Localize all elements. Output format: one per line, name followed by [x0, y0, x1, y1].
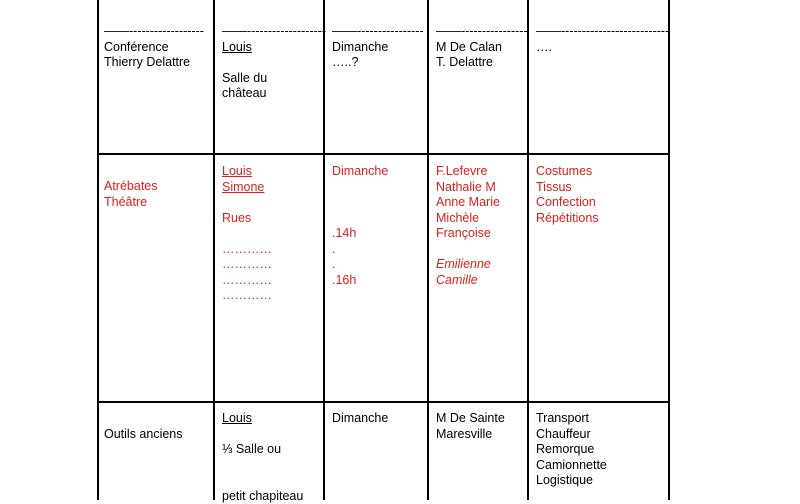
row1-participants-cell — [436, 24, 528, 71]
row3-note-3: Remorque — [536, 442, 607, 458]
row3-place-line2: petit chapiteau — [222, 489, 303, 504]
row2-time-4: .16h — [332, 273, 388, 289]
row3-note-4: Camionnette — [536, 458, 607, 474]
row2-dots-2: ………… — [222, 257, 272, 273]
row3-participants-cell — [436, 411, 505, 442]
row2-responsable-name-1: Louis — [222, 164, 252, 178]
row2-time-2: . — [332, 242, 388, 258]
row2-date-day: Dimanche — [332, 164, 388, 180]
row2-activity-line2: Théâtre — [104, 195, 158, 211]
row2-participant-2: Nathalie M — [436, 180, 500, 196]
row3-date-cell — [332, 411, 388, 427]
row1-date-rule: ——---------------- — [332, 24, 424, 40]
row2-dots-1: ………… — [222, 242, 272, 258]
row3-participant-1: M De Sainte — [436, 411, 505, 427]
row3-note-1: Transport — [536, 411, 607, 427]
row3-note-5: Logistique — [536, 473, 607, 489]
row1-notes-text: …. — [536, 40, 669, 56]
row3-date-day: Dimanche — [332, 411, 388, 427]
row2-note-3: Confection — [536, 195, 599, 211]
row1-date-day: Dimanche — [332, 40, 424, 56]
row1-responsable-cell — [222, 24, 326, 102]
table-border-right — [668, 0, 670, 500]
row3-notes-cell — [536, 411, 607, 489]
row1-participants-rule: ——---------------- — [436, 24, 528, 40]
row1-activity-line2: Thierry Delattre — [104, 55, 204, 71]
row1-date-time: …..? — [332, 55, 424, 71]
row2-time-1: .14h — [332, 226, 388, 242]
row2-responsable-name-2: Simone — [222, 180, 264, 194]
row2-activity-cell — [104, 179, 158, 210]
row1-activity-line1: Conférence — [104, 40, 204, 56]
row1-participant-2: T. Delattre — [436, 55, 528, 71]
row2-participant-italic-2: Camille — [436, 273, 500, 289]
row3-responsable-cell — [222, 411, 303, 504]
row-divider-1 — [97, 153, 670, 155]
column-divider-1 — [213, 0, 215, 500]
row3-participant-2: Maresville — [436, 427, 505, 443]
row2-responsable-cell — [222, 164, 272, 304]
row2-dots-4: ………… — [222, 288, 272, 304]
row2-activity-line1: Atrébates — [104, 179, 158, 195]
row2-participant-italic-1: Emilienne — [436, 257, 500, 273]
row2-note-4: Répétitions — [536, 211, 599, 227]
row1-responsable-name: Louis — [222, 40, 252, 54]
row2-note-1: Costumes — [536, 164, 599, 180]
row3-activity-cell — [104, 427, 183, 443]
row1-place-line1: Salle du — [222, 71, 326, 87]
row2-notes-cell — [536, 164, 599, 226]
row3-place-line1: ⅓ Salle ou — [222, 442, 303, 458]
row2-time-3: . — [332, 257, 388, 273]
row3-activity-line1: Outils anciens — [104, 427, 183, 443]
row1-activity-cell — [104, 24, 204, 71]
row1-responsable-rule: ——------------------- — [222, 24, 326, 40]
row2-note-2: Tissus — [536, 180, 599, 196]
row3-note-2: Chauffeur — [536, 427, 607, 443]
row-divider-2 — [97, 401, 670, 403]
table-border-left — [97, 0, 99, 500]
row1-activity-rule: ——------------------ — [104, 24, 204, 40]
row2-participant-1: F.Lefevre — [436, 164, 500, 180]
row2-place: Rues — [222, 211, 272, 227]
row1-place-line2: château — [222, 86, 326, 102]
row2-participant-4: Michèle — [436, 211, 500, 227]
row1-participant-1: M De Calan — [436, 40, 528, 56]
column-divider-3 — [427, 0, 429, 500]
row3-responsable-name: Louis — [222, 411, 252, 425]
row2-date-cell — [332, 164, 388, 288]
row2-participant-3: Anne Marie — [436, 195, 500, 211]
row1-notes-cell — [536, 24, 669, 55]
column-divider-4 — [527, 0, 529, 500]
row2-dots-3: ………… — [222, 273, 272, 289]
row2-participants-cell — [436, 164, 500, 288]
row1-notes-rule: ——-------------------------- — [536, 24, 669, 40]
row1-date-cell — [332, 24, 424, 71]
row2-participant-5: Françoise — [436, 226, 500, 242]
